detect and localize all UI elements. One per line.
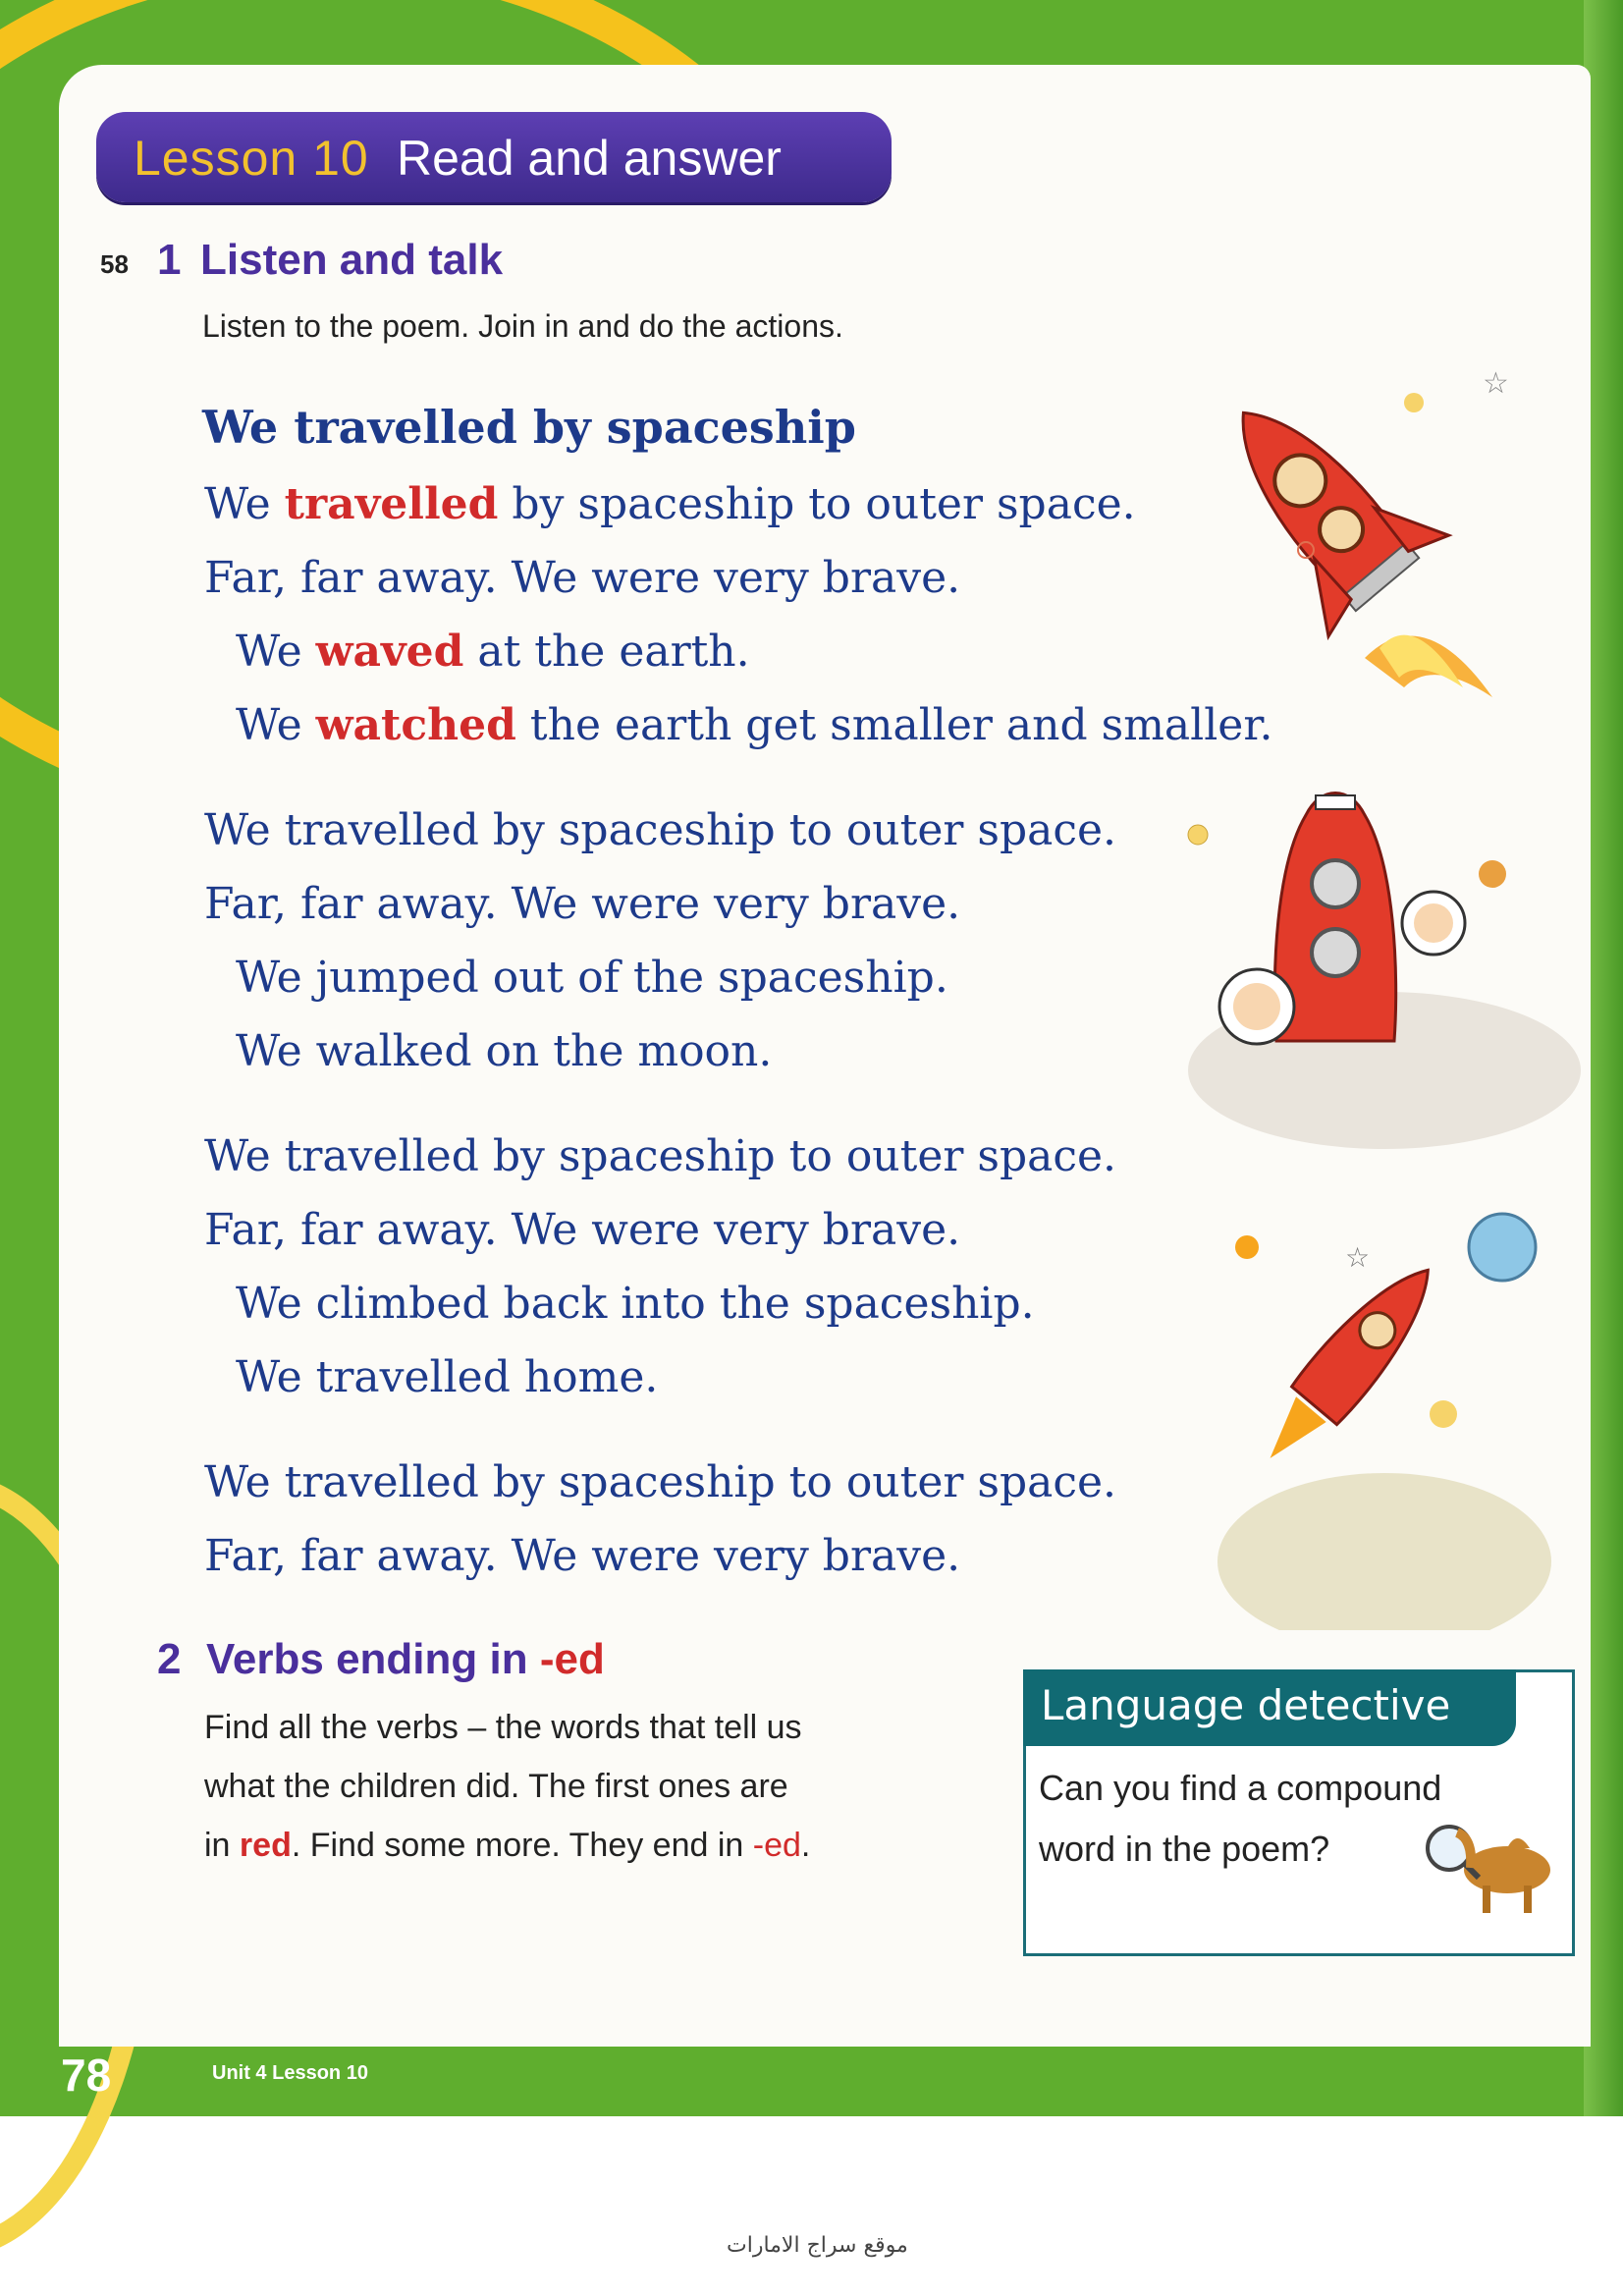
svg-text:☆: ☆ bbox=[1345, 1241, 1371, 1274]
site-watermark: موقع سراج الامارات bbox=[727, 2233, 908, 2258]
verb-highlight: watched bbox=[315, 700, 516, 750]
poem-line: We jumped out of the spaceship. bbox=[236, 953, 948, 1003]
poem-line: Far, far away. We were very brave. bbox=[204, 553, 961, 603]
language-detective-question: Can you find a compound bbox=[1039, 1768, 1442, 1808]
section-1-title: Listen and talk bbox=[200, 236, 504, 284]
poem-line: We watched the earth get smaller and smaller. bbox=[236, 700, 1273, 750]
audio-track-number: 58 bbox=[100, 249, 129, 279]
section-1-number: 1 bbox=[157, 236, 182, 284]
lesson-label: Lesson 10 bbox=[134, 131, 369, 186]
flight-home-illustration bbox=[1208, 1208, 1571, 1630]
poem-line: We travelled by spaceship to outer space. bbox=[204, 1131, 1117, 1181]
camel-detective-icon bbox=[1414, 1809, 1561, 1917]
section-2-number: 2 bbox=[157, 1635, 182, 1683]
rocket-launch-illustration bbox=[1168, 363, 1581, 707]
page-number: 78 bbox=[61, 2050, 112, 2101]
poem-line: Far, far away. We were very brave. bbox=[204, 1531, 961, 1581]
unit-reference: Unit 4 Lesson 10 bbox=[212, 2062, 368, 2084]
language-detective-header: Language detective bbox=[1023, 1669, 1516, 1746]
poem-line: Far, far away. We were very brave. bbox=[204, 879, 961, 929]
poem-line: We travelled by spaceship to outer space. bbox=[204, 805, 1117, 855]
poem-line: We travelled by spaceship to outer space. bbox=[204, 479, 1136, 529]
poem-line: We travelled by spaceship to outer space. bbox=[204, 1457, 1117, 1507]
section-1-instruction: Listen to the poem. Join in and do the actions. bbox=[202, 308, 843, 344]
language-detective-question: word in the poem? bbox=[1039, 1829, 1330, 1869]
poem-line: We waved at the earth. bbox=[236, 627, 750, 677]
poem-line: Far, far away. We were very brave. bbox=[204, 1205, 961, 1255]
section-2-text-line: in red. Find some more. They end in -ed. bbox=[204, 1827, 811, 1864]
verb-highlight: waved bbox=[315, 627, 464, 677]
poem-line: We climbed back into the spaceship. bbox=[236, 1279, 1035, 1329]
poem-line: We travelled home. bbox=[236, 1352, 659, 1402]
lesson-title: Read and answer bbox=[397, 131, 782, 186]
section-2-text-line: what the children did. The first ones are bbox=[204, 1768, 788, 1805]
section-2-title: Verbs ending in -ed bbox=[206, 1635, 605, 1683]
poem-title: We travelled by spaceship bbox=[202, 401, 856, 454]
svg-text:☆: ☆ bbox=[1483, 366, 1509, 401]
section-2-text-line: Find all the verbs – the words that tell us bbox=[204, 1709, 802, 1746]
verb-highlight: travelled bbox=[284, 479, 499, 529]
poem-line: We walked on the moon. bbox=[236, 1026, 773, 1076]
moon-walk-illustration bbox=[1168, 776, 1581, 1159]
lesson-title-banner bbox=[96, 112, 892, 202]
